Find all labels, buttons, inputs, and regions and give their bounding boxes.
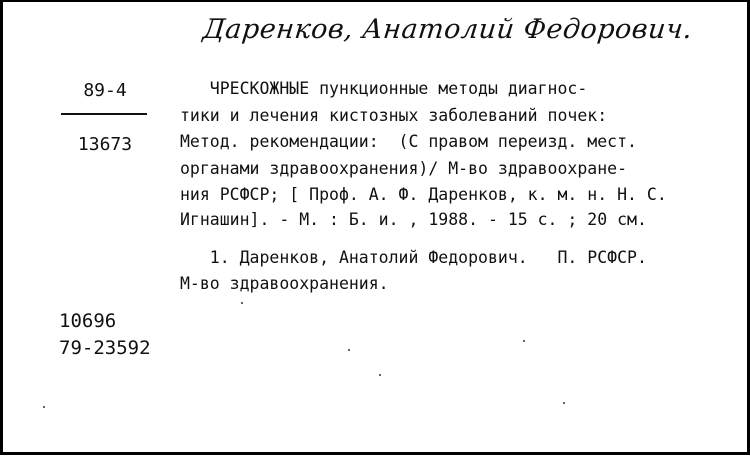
handwritten-author-heading: Даренков, Анатолий Федорович. xyxy=(201,14,695,45)
shelf-mark-top: 89-4 xyxy=(83,80,127,101)
shelf-mark-bottom: 13673 xyxy=(77,134,133,155)
inventory-number: 79-23592 xyxy=(59,337,151,359)
scan-speck xyxy=(348,349,350,351)
tracing-line: 1. Даренков, Анатолий Федорович. П. РСФСР. xyxy=(180,248,647,267)
description-line: ЧРЕСКОЖНЫЕ пункционные методы диагнос- xyxy=(180,79,588,98)
tracing-line: М-во здравоохранения. xyxy=(180,274,389,293)
scan-speck xyxy=(241,302,243,304)
scan-speck xyxy=(563,402,565,404)
description-line: Игнашин]. - М. : Б. и. , 1988. - 15 с. ; 20 см. xyxy=(180,210,647,229)
scan-speck xyxy=(43,406,45,408)
scan-speck xyxy=(523,340,525,342)
description-line: ния РСФСР; [ Проф. А. Ф. Даренков, к. м. н. Н. С. xyxy=(180,185,667,204)
description-line: тики и лечения кистозных заболеваний почек: xyxy=(180,106,608,125)
description-line: органами здравоохранения)/ М-во здравоохране- xyxy=(180,159,628,178)
shelf-mark-divider xyxy=(61,113,147,115)
description-line: Метод. рекомендации: (С правом переизд. мест. xyxy=(180,132,637,151)
scan-speck xyxy=(379,374,381,376)
inventory-number: 10696 xyxy=(59,310,117,332)
